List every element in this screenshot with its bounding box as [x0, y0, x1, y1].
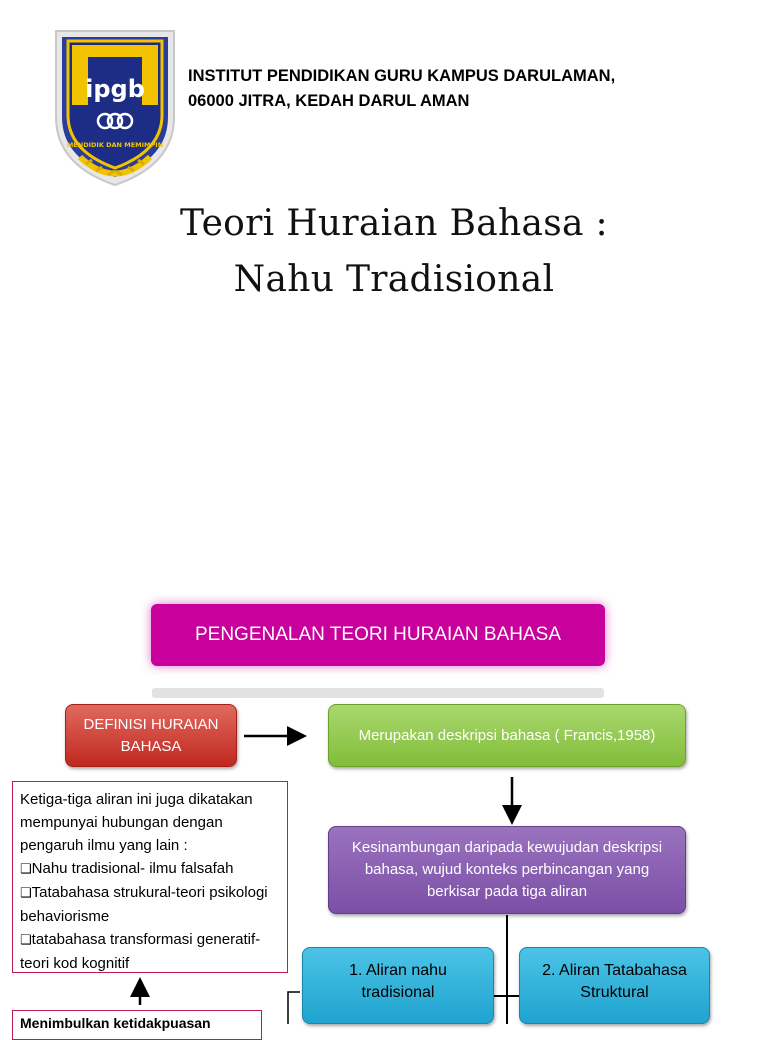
branch-nahu-tradisional: 1. Aliran nahu tradisional — [302, 947, 494, 1024]
note-intro: Ketiga-tiga aliran ini juga dikatakan mempunyai hubungan dengan pengaruh ilmu yang lain : — [20, 791, 253, 854]
dissatisfaction-note: Menimbulkan ketidakpuasan — [12, 1010, 262, 1040]
intro-banner: PENGENALAN TEORI HURAIAN BAHASA — [151, 604, 605, 666]
branch1-bracket-line — [288, 992, 300, 1024]
logo-monogram: ipgb — [85, 75, 145, 103]
checkbox-bullet-icon: ❑ — [20, 933, 32, 948]
note-item: ❑tatabahasa transformasi generatif-teori kod kognitif — [20, 931, 261, 972]
note-item: ❑Tatabahasa strukural-teori psikologi behaviorisme — [20, 884, 268, 925]
branch-tatabahasa-struktural: 2. Aliran Tatabahasa Struktural — [519, 947, 710, 1024]
influence-note — [12, 781, 288, 973]
continuation-box: Kesinambungan daripada kewujudan deskripsi bahasa, wujud konteks perbincangan yang berkisar pada tiga aliran — [328, 826, 686, 914]
checkbox-bullet-icon: ❑ — [20, 862, 32, 877]
description-box: Merupakan deskripsi bahasa ( Francis,1958) — [328, 704, 686, 767]
institution-line-2: 06000 JITRA, KEDAH DARUL AMAN — [188, 92, 470, 110]
title-line-1: Teori Huraian Bahasa : — [180, 203, 608, 244]
institution-line-1: INSTITUT PENDIDIKAN GURU KAMPUS DARULAMAN, — [188, 67, 616, 85]
title-line-2: Nahu Tradisional — [233, 259, 555, 300]
checkbox-bullet-icon: ❑ — [20, 886, 32, 901]
note-item: ❑Nahu tradisional- ilmu falsafah — [20, 860, 234, 877]
definition-box: DEFINISI HURAIAN BAHASA — [65, 704, 237, 767]
logo-motto: MENDIDIK DAN MEMIMPIN — [66, 141, 164, 149]
